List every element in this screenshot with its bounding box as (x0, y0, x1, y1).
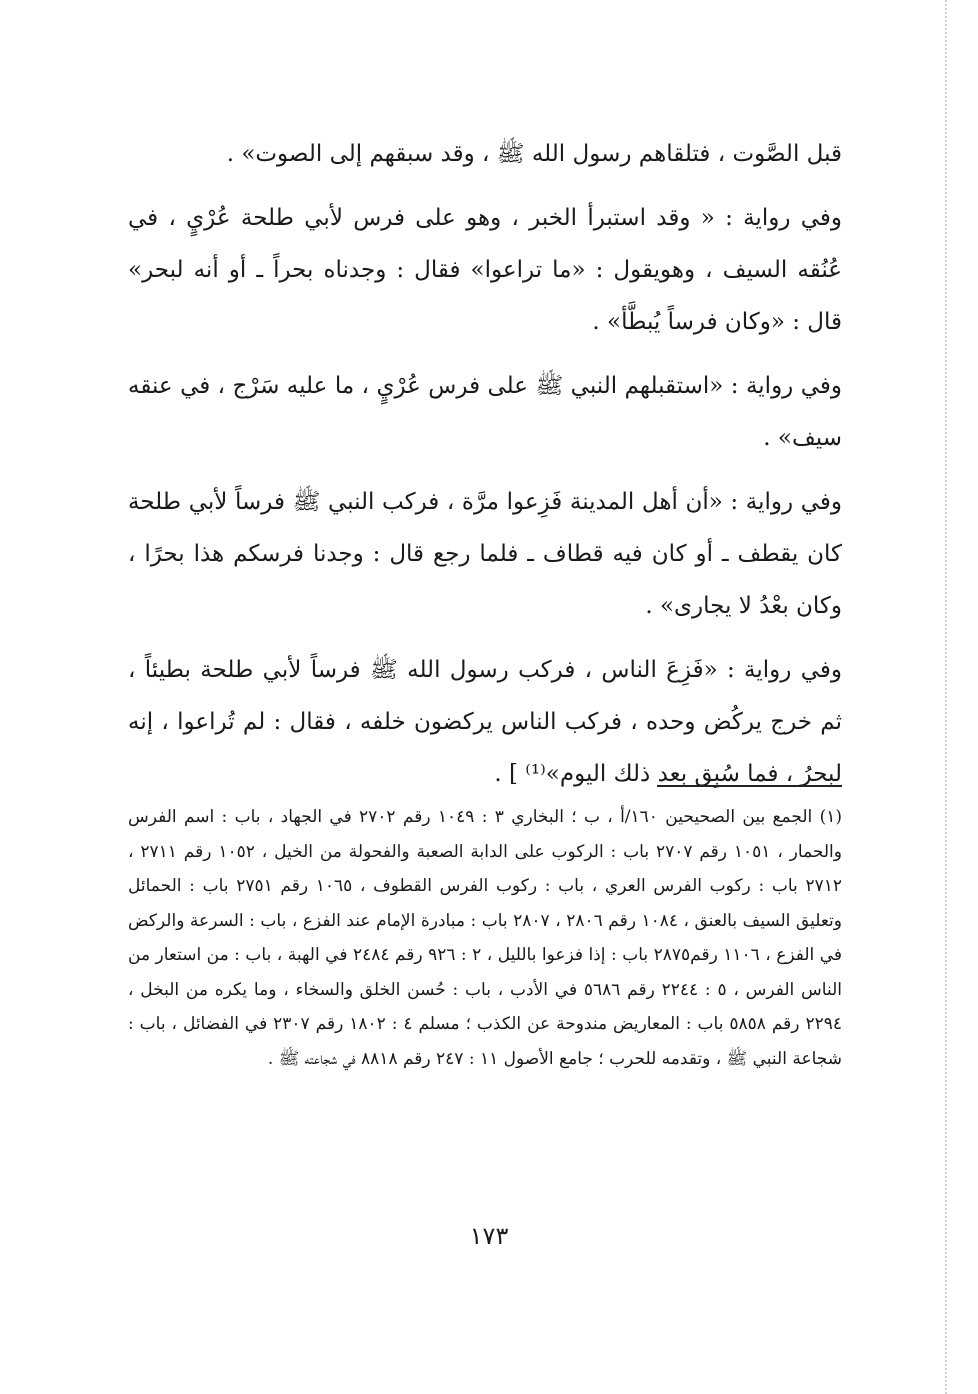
footnote: (١) الجمع بين الصحيحين ١٦٠/أ ، ب ؛ البخاري ٣ : ١٠٤٩ رقم ٢٧٠٢ في الجهاد ، باب : اسم الفرس والحمار ، ١٠٥١ رقم ٢٧٠٧ باب : الركوب على الدابة الصعبة والفحولة من الخيل ، ١٠٥٢ رقم ٢٧١١ ، ٢٧١٢ باب : ركوب الفرس العري ، باب : ركوب الفرس القطوف ، ١٠٦٥ رقم ٢٧٥١ باب : الحمائل وتعليق السيف بالعنق ، ١٠٨٤ رقم ٢٨٠٦ ، ٢٨٠٧ باب : مبادرة الإمام عند الفزع ، باب : السرعة والركض في الفزع ، ١١٠٦ رقم٢٨٧٥ باب : إذا فزعوا بالليل ، ٢ : ٩٢٦ رقم ٢٤٨٤ في الهبة ، باب : من استعار من الناس الفرس ، ٥ : ٢٢٤٤ رقم ٥٦٨٦ في الأدب ، باب : حُسن الخلق والسخاء ، وما يكره من البخل ، ٢٢٩٤ رقم ٥٨٥٨ باب : المعاريض مندوحة عن الكذب ؛ مسلم ٤ : ١٨٠٢ رقم ٢٣٠٧ في الفضائل ، باب : شجاعة النبي ﷺ ، وتقدمه للحرب ؛ جامع الأصول ١١ : ٢٤٧ رقم ٨٨١٨ في شجاعته ﷺ . (128, 807, 843, 1069)
paragraph: وفي رواية : «فَزِعَ الناس ، فركب رسول الله ﷺ فرساً لأبي طلحة بطيئاً ، ثم خرج يركُض وحده ، فركب الناس يركضون خلفه ، فقال : لم تُراعوا ، إنه لبحرُ ، فما سُبِق بعد ذلك اليوم»⁽¹⁾ ] . (128, 657, 842, 787)
footnotes (128, 800, 842, 1076)
scan-edge-marks (945, 0, 949, 1394)
paragraph: وفي رواية : « وقد استبرأ الخبر ، وهو على فرس لأبي طلحة عُرْيٍ ، في عُنُقه السيف ، وهويقول : «ما تراعوا» فقال : وجدناه بحراً ـ أو أنه لبحر» قال : «وكان فرساً يُبطَّأ» . (128, 205, 842, 335)
paragraph: وفي رواية : «استقبلهم النبي ﷺ على فرس عُرْيٍ ، ما عليه سَرْج ، في عنقه سيف» . (128, 373, 842, 451)
page-number: ١٧٣ (469, 1222, 509, 1250)
paragraph: قبل الصَّوت ، فتلقاهم رسول الله ﷺ ، وقد سبقهم إلى الصوت» . (226, 141, 842, 167)
main-text (128, 128, 842, 812)
footnote-separator (657, 785, 842, 787)
paragraph: وفي رواية : «أن أهل المدينة فَزِعوا مرَّة ، فركب النبي ﷺ فرساً لأبي طلحة كان يقطف ـ أو كان فيه قطاف ـ فلما رجع قال : وجدنا فرسكم هذا بحرًا ، وكان بعْدُ لا يجارى» . (128, 489, 842, 619)
